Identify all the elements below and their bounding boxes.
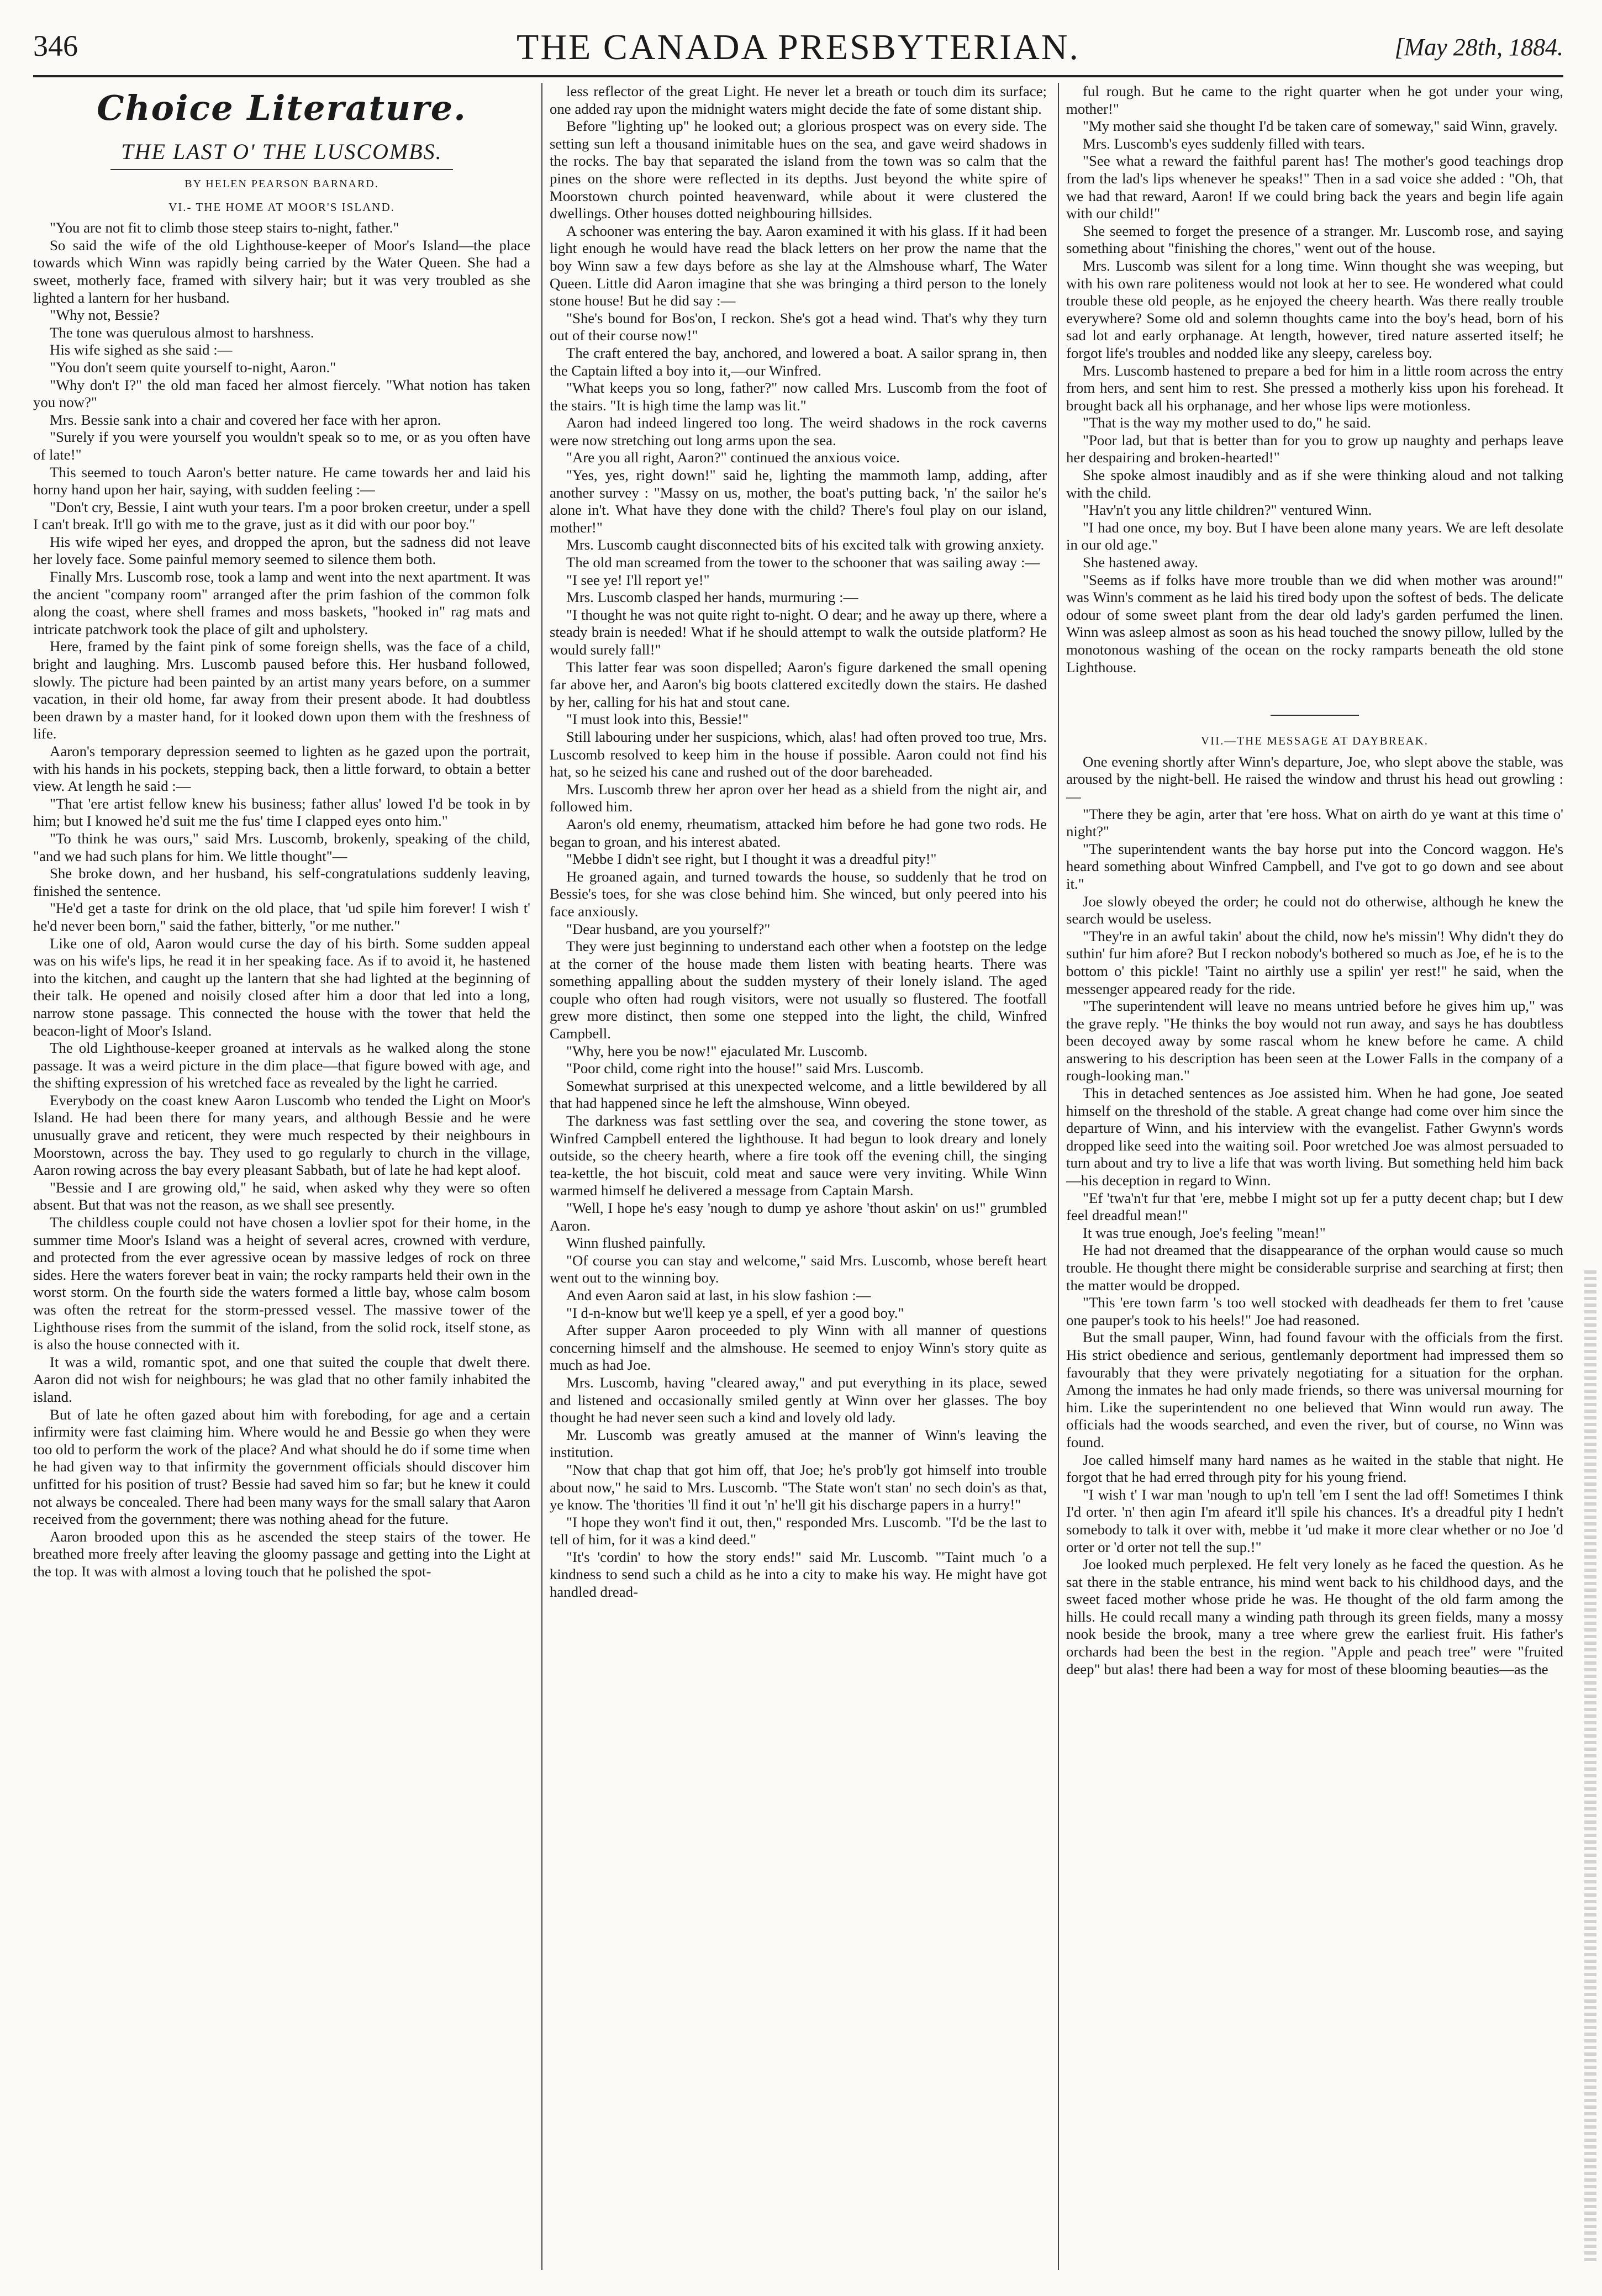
paragraph: So said the wife of the old Lighthouse-keeper of Moor's Island—the place towards which Winn was rapidly being carried by the Water Queen. She had a sweet, motherly face, framed with silvery hair; but it was very troubled as she lighted a lantern for her husband.: [33, 236, 530, 306]
paragraph: "Dear husband, are you yourself?": [566, 920, 771, 937]
paragraph: Mrs. Luscomb threw her apron over her head as a shield from the night air, and followed him.: [550, 780, 1047, 815]
paragraph: "You are not fit to climb those steep stairs to-night, father.": [50, 219, 399, 236]
paragraph: Finally Mrs. Luscomb rose, took a lamp and went into the next apartment. It was the ancient "company room" arranged after the prim fashion of the common folk along the coast, where shell frames and moss baskets, "hooked in" rag mats and intricate patchwork took the place of gilt and upholstery.: [33, 568, 530, 637]
paragraph: "I see ye! I'll report ye!": [566, 571, 710, 588]
paragraph: This latter fear was soon dispelled; Aaron's figure darkened the small opening far above her, and Aaron's big boots clattered excitedly down the stairs. He dashed by her, calling for his hat and stout cane.: [550, 658, 1047, 710]
story-byline: BY HELEN PEARSON BARNARD.: [185, 178, 379, 190]
paragraph: "Why don't I?" the old man faced her almost fiercely. "What notion has taken you now?": [33, 376, 530, 411]
paragraph: It was a wild, romantic spot, and one that suited the couple that dwelt there. Aaron did not wish for neighbours; he was glad that no other family inhabited the island.: [33, 1353, 530, 1405]
paragraph: "There they be agin, arter that 'ere hoss. What on airth do ye want at this time o' night?": [1066, 805, 1563, 840]
paragraph: Somewhat surprised at this unexpected welcome, and a little bewildered by all that had happened since he left the almshouse, Winn obeyed.: [550, 1077, 1047, 1112]
paragraph: "This 'ere town farm 's too well stocked with deadheads fer them to fret 'cause one pauper's took to his heels!" Joe had reasoned.: [1066, 1294, 1563, 1328]
paragraph: "Well, I hope he's easy 'nough to dump ye ashore 'thout askin' on us!" grumbled Aaron.: [550, 1200, 1047, 1234]
paragraph: The childless couple could not have chosen a lovlier spot for their home, in the summer time Moor's Island was a height of several acres, crowned with verdure, and protected from the ever agressive ocean by massive ledges of rock on three sides. Here the waters forever beat in vain; the rocky ramparts held their own in the worst storm. On the fourth side the waters formed a little bay, whose calm bosom was often the retreat for the storm-pressed vessel. The massive tower of the Lighthouse rises from the summit of the island, from the solid rock, itself stone, as is also the house connected with it.: [33, 1214, 530, 1353]
paragraph: "Yes, yes, right down!" said he, lighting the mammoth lamp, adding, after another survey : "Massy on us, mother, the boat's putting back, 'n' the sailor he's alone in't. What have they done with the child? There's foul play on our island, mother!": [550, 467, 1047, 536]
title-rule: [110, 169, 453, 170]
paragraph: "My mother said she thought I'd be taken care of someway," said Winn, gravely.: [1083, 118, 1558, 135]
paragraph: Everybody on the coast knew Aaron Luscomb who tended the Light on Moor's Island. He had been there for many years, and although Bessie and he were unusually grave and reticent, they were much respected by their neighbours in Moorstown, across the bay. They used to go regularly to church in the village, Aaron rowing across the bay every pleasant Sabbath, but of late he had kept aloof.: [33, 1091, 530, 1179]
paragraph: "Seems as if folks have more trouble than we did when mother was around!" was Winn's comment as he laid his tired body upon the softest of beds. The delicate odour of some sweet plant from the dear old lady's garden perfumed the linen. Winn was asleep almost as soon as his head touched the snowy pillow, lulled by the monotonous washing of the ocean on the rocky ramparts beneath the old stone Lighthouse.: [1066, 571, 1563, 675]
chapter-gap: [1066, 676, 1563, 715]
scan-edge-marks: [1584, 1270, 1596, 2265]
paragraph: Aaron had indeed lingered too long. The weird shadows in the rock caverns were now stretching out long arms upon the sea.: [550, 414, 1047, 448]
paragraph: Mrs. Luscomb was silent for a long time. Winn thought she was weeping, but with his own rare politeness would not look at her to see. He wondered what could trouble these old people, as he enjoyed the cheery hearth. Was there really trouble everywhere? Some old and solemn thoughts came into the boy's head, born of his sad lot and early orphanage. At length, however, tired nature asserted itself; he forgot life's troubles and nodded like any sleepy, careless boy.: [1066, 257, 1563, 361]
paragraph: "I had one once, my boy. But I have been alone many years. We are left desolate in our old age.": [1066, 519, 1563, 553]
paragraph: Aaron brooded upon this as he ascended the steep stairs of the tower. He breathed more freely after leaving the gloomy passage and getting into the Light at the top. It was with almost a loving touch that he polished the spot-: [33, 1528, 530, 1580]
paragraph: "Now that chap that got him off, that Joe; he's prob'ly got himself into trouble about now," he said to Mrs. Luscomb. "The State won't stan' no sech doin's as that, ye know. The 'thorities 'll find it out 'n' he'll git his discharge papers in a hurry!": [550, 1461, 1047, 1513]
paragraph: "I thought he was not quite right to-night. O dear; and he away up there, where a steady brain is needed! What if he should attempt to walk the outside platform? He would surely fall!": [550, 606, 1047, 658]
column-2-body: [550, 83, 1047, 1601]
paragraph: After supper Aaron proceeded to ply Winn with all manner of questions concerning himself and the almshouse. He seemed to enjoy Winn's story quite as much as had Joe.: [550, 1322, 1047, 1374]
column-3b-body: [1066, 753, 1563, 1678]
paragraph: Mrs. Luscomb's eyes suddenly filled with tears.: [1083, 135, 1365, 152]
paragraph: ful rough. But he came to the right quarter when he got under your wing, mother!": [1066, 83, 1563, 117]
section-rule: [1271, 715, 1359, 716]
paragraph: The craft entered the bay, anchored, and lowered a boat. A sailor sprang in, then the Captain lifted a boy into it,—our Winfred.: [550, 344, 1047, 379]
paragraph: "I wish t' I war man 'nough to up'n tell 'em I sent the lad off! Sometimes I think I'd orter. 'n' then agin I'm afeard it'll spile his chances. It's a dreadful pity I hedn't somebody to talk it over with, mebbe it 'ud make it more clear whether or no Joe 'd orter or 'd orter not tell the sup.!": [1066, 1486, 1563, 1555]
paragraph: Aaron's old enemy, rheumatism, attacked him before he had gone two rods. He began to groan, and his interest abated.: [550, 815, 1047, 850]
paragraph: "They're in an awful takin' about the child, now he's missin'! Why didn't they do suthin' fur him afore? But I reckon nobody's bothered so much as Joe, ef he is to the bottom o' this pickle! 'Taint no airthly use a spilin' yer rest!" he said, when the messenger appeared ready for the ride.: [1066, 927, 1563, 997]
paragraph: She spoke almost inaudibly and as if she were thinking aloud and not talking with the child.: [1066, 467, 1563, 501]
paragraph: "That is the way my mother used to do," he said.: [1083, 414, 1371, 431]
paragraph: She seemed to forget the presence of a stranger. Mr. Luscomb rose, and saying something about "finishing the chores," went out of the house.: [1066, 222, 1563, 257]
paragraph: "That 'ere artist fellow knew his business; father allus' lowed I'd be took in by him; but I knowed he'd suit me the fus' time I clapped eyes onto him.": [33, 795, 530, 830]
column-divider: [541, 83, 542, 2270]
section-title: Choice Literature.: [97, 88, 467, 128]
paragraph: A schooner was entering the bay. Aaron examined it with his glass. If it had been light enough he would have read the black letters on her prow the name that the boy Winn saw a few days before as she lay at the Almshouse wharf, The Water Queen. Little did Aaron imagine that she was bringing a third person to the lonely stone house! But he did say :—: [550, 222, 1047, 309]
paragraph: "Poor child, come right into the house!" said Mrs. Luscomb.: [566, 1060, 924, 1077]
paragraph: She hastened away.: [1083, 554, 1198, 571]
paragraph: It was true enough, Joe's feeling "mean!": [1083, 1224, 1326, 1241]
paragraph: "I d-n-know but we'll keep ye a spell, ef yer a good boy.": [566, 1304, 904, 1321]
paragraph: This seemed to touch Aaron's better nature. He came towards her and laid his horny hand upon her hair, saying, with sudden feeling :—: [33, 463, 530, 498]
paragraph: Mrs. Luscomb, having "cleared away," and put everything in its place, sewed and listened and occasionally smiled gently at Winn over her glasses. The boy thought he had never seen such a kind and lovely old lady.: [550, 1374, 1047, 1426]
paragraph: "Why not, Bessie?: [50, 307, 160, 324]
chapter-heading-6: VI.- THE HOME AT MOOR'S ISLAND.: [168, 200, 395, 214]
paragraph: But of late he often gazed about him with foreboding, for age and a certain infirmity were fast claiming him. Where would he and Bessie go when they were too old to perform the work of the place? And what should he do if some time when he had given way to that infirmity the government officials should discover him unfitted for his position of trust? Bessie had saved him so far; but he knew it could not always be concealed. There had been many ways for the small salary that Aaron received from the government; there was nothing ahead for the future.: [33, 1406, 530, 1528]
paragraph: Mrs. Luscomb clasped her hands, murmuring :—: [566, 589, 858, 606]
column-1: [33, 83, 530, 2270]
paragraph: "Poor lad, but that is better than for you to grow up naughty and perhaps leave her despairing and broken-hearted!": [1066, 431, 1563, 466]
paragraph: Like one of old, Aaron would curse the day of his birth. Some sudden appeal was on his wife's lips, he read it in her speaking face. As if to avoid it, he hastened into the kitchen, and caught up the lantern that she had lighted at the beginning of their talk. He opened and noisily closed after him a door that led into a long, narrow stone passage. This connected the house with the tower that held the beacon-light of Moor's Island.: [33, 935, 530, 1039]
column-1-body: [33, 219, 530, 1580]
masthead-rule: [33, 75, 1563, 77]
paragraph: less reflector of the great Light. He never let a breath or touch dim its surface; one added ray upon the midnight waters might decide the fate of some distant ship.: [550, 83, 1047, 117]
paragraph: And even Aaron said at last, in his slow fashion :—: [566, 1286, 871, 1303]
paragraph: "I must look into this, Bessie!": [566, 711, 749, 728]
column-divider: [1058, 83, 1059, 2270]
paragraph: "Surely if you were yourself you wouldn't speak so to me, or as you often have of late!": [33, 429, 530, 463]
column-3-body: [1066, 83, 1563, 676]
paragraph: "Why, here you be now!" ejaculated Mr. Luscomb.: [566, 1042, 868, 1059]
column-2: [550, 83, 1047, 2270]
paragraph: "He'd get a taste for drink on the old place, that 'ud spile him forever! I wish t' he'd never been born," said the father, bitterly, "or me nuther.": [33, 900, 530, 934]
paragraph: He had not dreamed that the disappearance of the orphan would cause so much trouble. He thought there might be considerable surprise and searching at first; then the matter would be dropped.: [1066, 1242, 1563, 1294]
paragraph: Mrs. Luscomb hastened to prepare a bed for him in a little room across the entry from hers, and sent him to rest. She pressed a motherly kiss upon his forehead. It brought back all his orphanage, and her whose lips were motionless.: [1066, 362, 1563, 414]
paragraph: "What keeps you so long, father?" now called Mrs. Luscomb from the foot of the stairs. "It is high time the lamp was lit.": [550, 379, 1047, 414]
chapter-heading-7: VII.—THE MESSAGE AT DAYBREAK.: [1200, 734, 1429, 748]
newspaper-title: THE CANADA PRESBYTERIAN.: [517, 27, 1080, 67]
paragraph: Still labouring under her suspicions, which, alas! had often proved too true, Mrs. Luscomb resolved to keep him in the house if possible. Aaron could not find his hat, so he seized his cane and rushed out of the door bareheaded.: [550, 728, 1047, 780]
paragraph: "The superintendent will leave no means untried before he gives him up," was the grave reply. "He thinks the boy would not run away, and says he has doubtless been decoyed away by some rascal whom he knew before he came. A child answering to his description has been seen at the Lower Falls in the company of a rough-looking man.": [1066, 997, 1563, 1084]
paragraph: His wife wiped her eyes, and dropped the apron, but the sadness did not leave her lovely face. Some painful memory seemed to silence them both.: [33, 533, 530, 568]
paragraph: But the small pauper, Winn, had found favour with the officials from the first. His strict obedience and serious, gentlemanly deportment had impressed them so favourably that they were privately negotiating for a situation for the orphan. Among the inmates he had only made friends, so there was universal mourning for him. Like the superintendent no one believed that Winn would run away. The officials had the woods searched, and even the river, but of course, no Winn was found.: [1066, 1329, 1563, 1450]
paragraph: "The superintendent wants the bay horse put into the Concord waggon. He's heard something about Winfred Campbell, and I've got to go down and see about it.": [1066, 840, 1563, 892]
paragraph: Aaron's temporary depression seemed to lighten as he gazed upon the portrait, with his hands in his pockets, stepping back, then a little forward, to obtain a better view. At length he said :—: [33, 743, 530, 795]
paragraph: Joe slowly obeyed the order; he could not do otherwise, although he knew the search would be useless.: [1066, 893, 1563, 927]
paragraph: He groaned again, and turned towards the house, so suddenly that he trod on Bessie's toes, for she was close behind him. She winced, but only peered into his face anxiously.: [550, 868, 1047, 920]
paragraph: The old man screamed from the tower to the schooner that was sailing away :—: [566, 554, 1040, 571]
story-title: THE LAST O' THE LUSCOMBS.: [121, 139, 442, 164]
paragraph: Joe looked much perplexed. He felt very lonely as he faced the question. As he sat there in the stable entrance, his mind went back to his childhood days, and the sweet faced mother whose pride he was. He thought of the old farm among the hills. He could recall many a winding path through its green fields, many a mossy nook beside the brook, many a tree where grew the earliest fruit. His father's orchards had been the best in the region. "Apple and peach tree" were "fruited deep" but alas! there had been a way for most of these blooming beauties—as the: [1066, 1556, 1563, 1677]
paragraph: The tone was querulous almost to harshness.: [50, 324, 314, 341]
paragraph: She broke down, and her husband, his self-congratulations suddenly leaving, finished the sentence.: [33, 865, 530, 899]
paragraph: Winn flushed painfully.: [566, 1234, 706, 1252]
paragraph: "She's bound for Bos'on, I reckon. She's got a head wind. That's why they turn out of their course now!": [550, 309, 1047, 344]
paragraph: Here, framed by the faint pink of some foreign shells, was the face of a child, bright and laughing. Mrs. Luscomb paused before this. Her husband followed, slowly. The picture had been painted by an artist many years before, on a summer vacation, in their old home, far away from their present abode. It had doubtless been drawn by a master hand, for it looked down upon them with the freshness of life.: [33, 638, 530, 742]
paragraph: His wife sighed as she said :—: [50, 341, 233, 358]
paragraph: "You don't seem quite yourself to-night, Aaron.": [50, 358, 336, 376]
paragraph: "Mebbe I didn't see right, but I thought it was a dreadful pity!": [566, 851, 937, 868]
paragraph: The old Lighthouse-keeper groaned at intervals as he walked along the stone passage. It was a weird picture in the dim place—that figure bowed with age, and the shifting expression of his wretched face as revealed by the light he carried.: [33, 1039, 530, 1091]
paragraph: Before "lighting up" he looked out; a glorious prospect was on every side. The setting sun left a thousand inimitable hues on the sea, and gave weird shadows in the rocks. The bay that separated the island from the town was so calm that the pines on the shore were reflected in its depths. Just beyond the white spire of Moorstown church pointed heavenward, while about it were clustered the dwellings. Other houses dotted neighbouring hillsides.: [550, 118, 1047, 222]
paragraph: Joe called himself many hard names as he waited in the stable that night. He forgot that he had erred through pity for his young friend.: [1066, 1451, 1563, 1486]
paragraph: "It's 'cordin' to how the story ends!" said Mr. Luscomb. "'Taint much 'o a kindness to send such a child as he into a city to make his way. He might have got handled dread-: [550, 1548, 1047, 1601]
paragraph: "I hope they won't find it out, then," responded Mrs. Luscomb. "I'd be the last to tell of him, for it was a kind deed.": [550, 1513, 1047, 1548]
paragraph: The darkness was fast settling over the sea, and covering the stone tower, as Winfred Campbell entered the lighthouse. It had begun to look dreary and lonely outside, so the cheery hearth, where a fire took off the evening chill, the singing tea-kettle, the hot biscuit, cold meat and sauce were very inviting. While Winn warmed himself he delivered a message from Captain Marsh.: [550, 1112, 1047, 1199]
paragraph: "Of course you can stay and welcome," said Mrs. Luscomb, whose bereft heart went out to the winning boy.: [550, 1252, 1047, 1286]
paragraph: "Bessie and I are growing old," he said, when asked why they were so often absent. But that was not the reason, as we shall see presently.: [33, 1179, 530, 1213]
masthead: [33, 29, 1563, 67]
column-3: [1066, 83, 1563, 2270]
paragraph: One evening shortly after Winn's departure, Joe, who slept above the stable, was aroused by the night-bell. He raised the window and thrust his head out growling :—: [1066, 753, 1563, 805]
paragraph: "Don't cry, Bessie, I aint wuth your tears. I'm a poor broken creetur, under a spell I can't break. It'll go with me to the grave, just as it did with our poor boy.": [33, 498, 530, 533]
paragraph: "To think he was ours," said Mrs. Luscomb, brokenly, speaking of the child, "and we had such plans for him. We little thought"—: [33, 830, 530, 864]
issue-date: [May 28th, 1884.: [1394, 34, 1563, 61]
paragraph: This in detached sentences as Joe assisted him. When he had gone, Joe seated himself on the threshold of the stable. A great change had come over him since the departure of Winn, and his interview with the evangelist. Father Gwynn's words dropped like seed into the waiting soil. Poor wretched Joe was almost persuaded to turn about and try to live a life that was worth living. But something held him back—his deception in regard to Winn.: [1066, 1085, 1563, 1189]
paragraph: "See what a reward the faithful parent has! The mother's good teachings drop from the lad's lips whenever he speaks!" Then in a sad voice she added : "Oh, that we had that reward, Aaron! If we could bring back the years and begin life again with our child!": [1066, 152, 1563, 222]
paragraph: "Hav'n't you any little children?" ventured Winn.: [1083, 502, 1372, 519]
paragraph: Mrs. Luscomb caught disconnected bits of his excited talk with growing anxiety.: [566, 536, 1045, 553]
paragraph: "Ef 'twa'n't fur that 'ere, mebbe I might sot up fer a putty decent chap; but I dew feel dreadful mean!": [1066, 1189, 1563, 1224]
paragraph: Mrs. Bessie sank into a chair and covered her face with her apron.: [50, 411, 441, 428]
paragraph: "Are you all right, Aaron?" continued the anxious voice.: [566, 449, 900, 466]
paragraph: They were just beginning to understand each other when a footstep on the ledge at the corner of the house made them listen with beating hearts. There was something appalling about the sudden mystery of their lonely island. The aged couple who often had rough visitors, were not usually so flustered. The footfall grew more distinct, then some one stepped into the light, the child, Winfred Campbell.: [550, 938, 1047, 1042]
page-number: 346: [33, 29, 78, 62]
paragraph: Mr. Luscomb was greatly amused at the manner of Winn's leaving the institution.: [550, 1426, 1047, 1461]
